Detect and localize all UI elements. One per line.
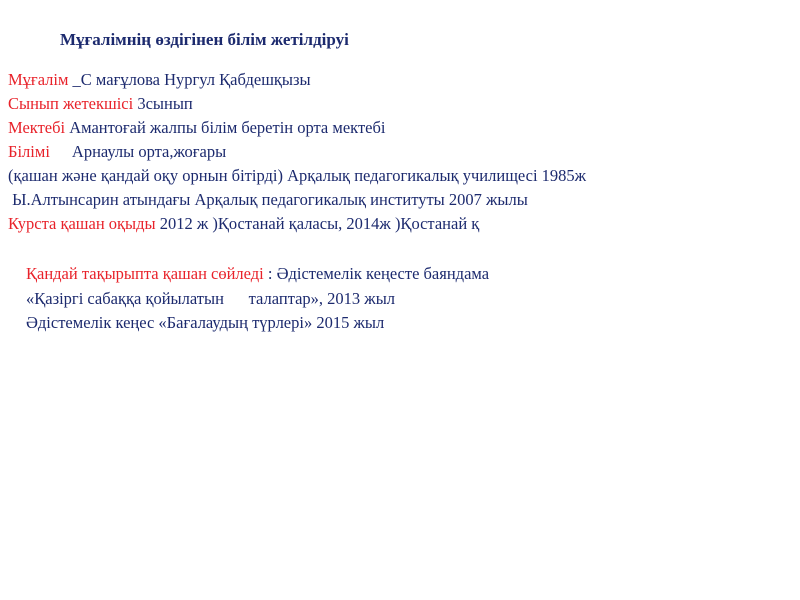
speeches-label: Қандай тақырыпта қашан сөйледі [26,264,268,283]
graduated-line-1: (қашан және қандай оқу орнын бітірді) Арқалық педагогикалық училищесі 1985ж [8,166,587,185]
education-row [8,140,586,164]
graduated-line-2: Ы.Алтынсарин атындағы Арқалық педагогикалық институты 2007 жылы [8,190,528,209]
courses-value: 2012 ж )Қостанай қаласы, 2014ж )Қостанай қ [159,214,480,233]
speeches-line1: : Әдістемелік кеңесте баяндама [267,264,490,283]
teacher-name-value: _С мағұлова Нургул Қабдешқызы [72,70,311,89]
school-row [8,116,586,140]
teacher-name-row [8,68,586,92]
page-title: Мұғалімнің өздігінен білім жетілдіруі [60,30,349,49]
teacher-info [8,68,586,236]
school-label: Мектебі [8,118,70,137]
courses-row [8,212,586,236]
speeches-line2: «Қазіргі сабаққа қойылатын талаптар», 2013 жыл [26,288,396,308]
school-value: Амантоғай жалпы білім беретін орта мектебі [69,118,386,137]
class-label: Сынып жетекшісі [8,94,138,113]
class-value: 3сынып [137,94,193,113]
education-label: Білімі [8,142,50,161]
courses-label: Курста қашан оқыды [8,214,160,233]
speeches-block [26,262,489,336]
teacher-name-label: Мұғалім [8,70,73,89]
class-row [8,92,586,116]
education-value: Арнаулы орта,жоғары [71,142,227,161]
speeches-row [26,262,489,287]
speeches-line3: Әдістемелік кеңес «Бағалаудың түрлері» 2015 жыл [26,313,385,332]
